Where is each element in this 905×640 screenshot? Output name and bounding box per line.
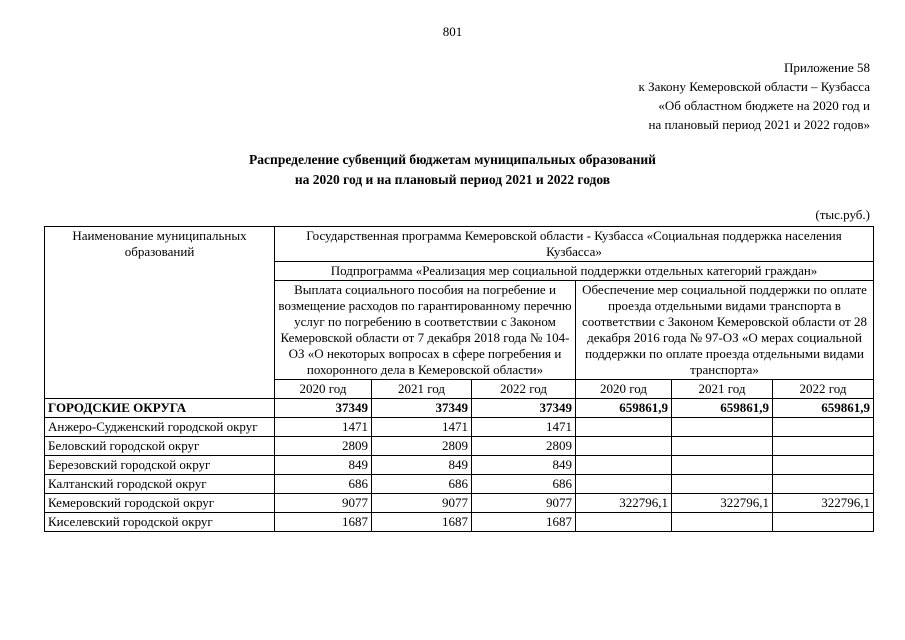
header-group-burial: Выплата социального пособия на погребение и возмещение расходов по гарантированному перечню услуг по погребению в соответствии с Законом Кемеровской области от 7 декабря 2018 года № 104-ОЗ «О некоторых вопросах в сфере погребения и похоронного дела в Кемеровской области» [275,281,576,380]
amount-cell: 322796,1 [773,494,874,513]
amount-cell: 322796,1 [576,494,672,513]
amount-cell: 37349 [372,399,472,418]
header-subprogram: Подпрограмма «Реализация мер социальной поддержки отдельных категорий граждан» [275,262,874,281]
amount-cell: 37349 [275,399,372,418]
amount-cell: 1687 [275,513,372,532]
appendix-line: «Об областном бюджете на 2020 год и [658,98,870,113]
table-row [45,418,874,437]
amount-cell: 659861,9 [672,399,773,418]
amount-cell: 1471 [372,418,472,437]
header-year: 2020 год [275,380,372,399]
table-header [45,227,874,399]
amount-cell [576,475,672,494]
amount-cell [672,513,773,532]
amount-cell: 849 [472,456,576,475]
units-label: (тыс.руб.) [815,207,870,222]
page-number: 801 [442,24,463,39]
amount-cell: 1471 [472,418,576,437]
amount-cell: 849 [275,456,372,475]
amount-cell [672,475,773,494]
amount-cell: 659861,9 [576,399,672,418]
amount-cell [672,418,773,437]
header-year: 2021 год [372,380,472,399]
amount-cell [773,437,874,456]
document-title [0,150,905,190]
table-body [45,399,874,532]
amount-cell: 9077 [275,494,372,513]
municipality-name: Кемеровский городской округ [45,494,275,513]
amount-cell: 37349 [472,399,576,418]
table-row [45,513,874,532]
header-name-column: Наименование муниципальных образований [45,227,275,399]
amount-cell: 9077 [372,494,472,513]
header-year: 2020 год [576,380,672,399]
table-row [45,399,874,418]
table-row [45,494,874,513]
amount-cell: 2809 [472,437,576,456]
amount-cell: 659861,9 [773,399,874,418]
appendix-line: Приложение 58 [783,60,870,75]
amount-cell [773,513,874,532]
municipality-name: Березовский городской округ [45,456,275,475]
amount-cell: 322796,1 [672,494,773,513]
amount-cell [576,437,672,456]
appendix-block [639,58,871,134]
amount-cell: 9077 [472,494,576,513]
municipality-name: Киселевский городской округ [45,513,275,532]
header-year: 2022 год [472,380,576,399]
amount-cell: 2809 [275,437,372,456]
appendix-line: к Закону Кемеровской области – Кузбасса [638,79,870,94]
amount-cell: 686 [275,475,372,494]
header-year: 2021 год [672,380,773,399]
municipality-name: Калтанский городской округ [45,475,275,494]
title-line: Распределение субвенций бюджетам муниципальных образований [249,152,656,167]
header-program: Государственная программа Кемеровской области - Кузбасса «Социальная поддержка населения Кузбасса» [275,227,874,262]
amount-cell [773,475,874,494]
municipality-name: ГОРОДСКИЕ ОКРУГА [45,399,275,418]
table-row [45,475,874,494]
amount-cell: 1687 [372,513,472,532]
amount-cell: 686 [372,475,472,494]
amount-cell [672,456,773,475]
table-row [45,456,874,475]
municipality-name: Беловский городской округ [45,437,275,456]
amount-cell [576,513,672,532]
amount-cell: 2809 [372,437,472,456]
amount-cell: 1687 [472,513,576,532]
municipality-name: Анжеро-Судженский городской округ [45,418,275,437]
amount-cell [773,456,874,475]
appendix-line: на плановый период 2021 и 2022 годов» [648,117,870,132]
amount-cell [576,456,672,475]
amount-cell: 849 [372,456,472,475]
amount-cell [672,437,773,456]
title-line: на 2020 год и на плановый период 2021 и 2022 годов [294,172,611,187]
amount-cell: 1471 [275,418,372,437]
table-row [45,437,874,456]
amount-cell [773,418,874,437]
subvention-table [44,226,874,532]
amount-cell: 686 [472,475,576,494]
header-year: 2022 год [773,380,874,399]
amount-cell [576,418,672,437]
header-group-transport: Обеспечение мер социальной поддержки по оплате проезда отдельными видами транспорта в соответствии с Законом Кемеровской области от 28 декабря 2016 года № 97-ОЗ «О мерах социальной поддержки по оплате проезда отдельными видами транспорта» [576,281,874,380]
